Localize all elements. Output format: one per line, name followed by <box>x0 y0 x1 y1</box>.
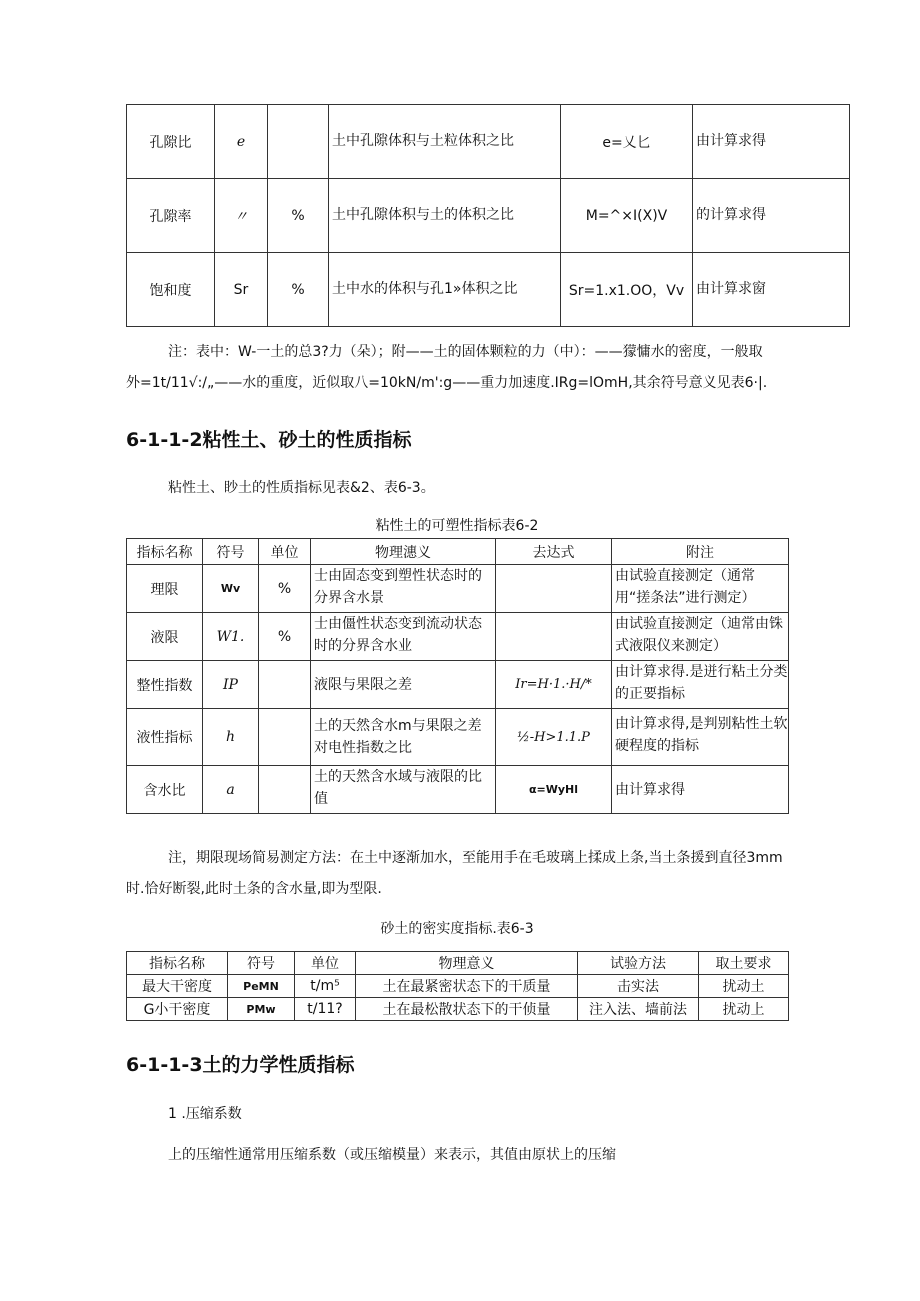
cell-name: 饱和度 <box>127 253 215 327</box>
table-row <box>127 975 789 998</box>
cell-name: 孔隙比 <box>127 105 215 179</box>
cell-name: 含水比 <box>127 766 203 814</box>
table-header-row <box>127 952 789 975</box>
section-heading: 6-1-1-2粘性土、砂土的性质指标 <box>126 429 412 451</box>
table-note-line-1: 注，期限现场简易测定方法：在土中逐渐加水，至能用手在毛玻璃上揉成上条,当土条援到直径3mm <box>168 850 783 866</box>
cell-meaning: 土中孔隙体积与土的体积之比 <box>329 179 561 253</box>
cell-name: 最大干密度 <box>127 975 228 998</box>
cell-unit: t/m⁵ <box>295 975 356 998</box>
cell-formula: e=乂匕 <box>561 105 693 179</box>
table-row <box>127 565 789 613</box>
cell-meaning: 土的天然含水m与果限之差对电性指数之比 <box>311 709 496 766</box>
sand-density-table <box>126 951 789 1021</box>
section-intro: 粘性土、眇土的性质指标见表&2、表6-3。 <box>168 480 435 496</box>
table-row <box>127 613 789 661</box>
cell-unit: % <box>268 253 329 327</box>
cell-meaning: 土在最松散状态下的干侦量 <box>356 998 578 1021</box>
cell-formula: ½-H>1.1.P <box>496 709 612 766</box>
cell-unit: % <box>268 179 329 253</box>
cell-symbol: 〃 <box>215 179 268 253</box>
column-header: 符号 <box>228 952 295 975</box>
cell-method: 击实法 <box>578 975 699 998</box>
column-header: 物理潓义 <box>311 539 496 565</box>
cell-name: 整性指数 <box>127 661 203 709</box>
table-header-row <box>127 539 789 565</box>
cell-meaning: 士由僵性状态变到流动状态时的分界含水业 <box>311 613 496 661</box>
cell-formula: M=^×I(X)V <box>561 179 693 253</box>
paragraph: 上的压缩性通常用压缩系数（或压缩模量）来表示，其值由原状上的压缩 <box>168 1147 616 1163</box>
table-row <box>127 105 850 179</box>
table-note-line-2: 外=1t/11√:/„——水的重度，近似取八=10kN/m':g——重力加速度.IRg=lOmH,其余符号意义见表6·|. <box>126 375 768 391</box>
table-caption: 粘性土的可塑性指标表6-2 <box>375 518 539 534</box>
cell-note: 由计算求得 <box>693 105 850 179</box>
table-caption: 砂土的密实度指标.表6-3 <box>380 921 534 937</box>
cell-meaning: 土中孔隙体积与土粒体积之比 <box>329 105 561 179</box>
cell-requirement: 扰动上 <box>699 998 789 1021</box>
table-note-line-2: 时.恰好断裂,此时土条的含水量,即为型限. <box>126 881 382 897</box>
cell-note: 由计算求得.是迸行粘土分类的正要指标 <box>612 661 789 709</box>
cell-unit <box>268 105 329 179</box>
section-heading: 6-1-1-3土的力学性质指标 <box>126 1054 355 1076</box>
cell-note: 由计算求窗 <box>693 253 850 327</box>
cell-note: 由试验直接测定（通常用“搓条法”进行测定） <box>612 565 789 613</box>
table-row <box>127 998 789 1021</box>
cell-name: 理限 <box>127 565 203 613</box>
column-header: 指标名称 <box>127 539 203 565</box>
cell-formula <box>496 613 612 661</box>
cell-formula: Ir=H·1.·H/* <box>496 661 612 709</box>
table-row <box>127 709 789 766</box>
cell-unit: % <box>259 613 311 661</box>
column-header: 单位 <box>259 539 311 565</box>
cell-note: 由计算求得,是判别粘性土软硬程度的指标 <box>612 709 789 766</box>
table-row <box>127 661 789 709</box>
cell-note: 由计算求得 <box>612 766 789 814</box>
column-header: 附注 <box>612 539 789 565</box>
cell-formula <box>496 565 612 613</box>
cell-meaning: 土的天然含水域与液限的比值 <box>311 766 496 814</box>
cell-note: 由试验直接测定（迪常由铢式液限仪来测定） <box>612 613 789 661</box>
cell-symbol: Wv <box>203 565 259 613</box>
cell-unit <box>259 766 311 814</box>
cell-formula: Sr=1.x1.OO，Vv <box>561 253 693 327</box>
cell-formula: α=WyHl <box>496 766 612 814</box>
cell-note: 的计算求得 <box>693 179 850 253</box>
cell-requirement: 扰动土 <box>699 975 789 998</box>
list-item: 1 .压缩系数 <box>168 1106 242 1122</box>
cell-meaning: 液限与果限之差 <box>311 661 496 709</box>
cell-symbol: e <box>215 105 268 179</box>
table-row <box>127 253 850 327</box>
cell-symbol: h <box>203 709 259 766</box>
column-header: 取土要求 <box>699 952 789 975</box>
cell-symbol: a <box>203 766 259 814</box>
soil-index-table <box>126 104 850 327</box>
cell-unit <box>259 661 311 709</box>
column-header: 指标名称 <box>127 952 228 975</box>
cell-name: 液性指标 <box>127 709 203 766</box>
cell-name: 孔隙率 <box>127 179 215 253</box>
column-header: 物理意义 <box>356 952 578 975</box>
cell-unit: % <box>259 565 311 613</box>
cell-name: 液限 <box>127 613 203 661</box>
column-header: 试验方法 <box>578 952 699 975</box>
cell-unit <box>259 709 311 766</box>
cell-method: 注入法、墙前法 <box>578 998 699 1021</box>
column-header: 符号 <box>203 539 259 565</box>
cell-symbol: Sr <box>215 253 268 327</box>
cell-unit: t/11? <box>295 998 356 1021</box>
cell-symbol: W1. <box>203 613 259 661</box>
cell-meaning: 土中水的体积与孔1»体积之比 <box>329 253 561 327</box>
table-row <box>127 766 789 814</box>
cell-name: G小干密度 <box>127 998 228 1021</box>
cell-meaning: 土在最紧密状态下的干质量 <box>356 975 578 998</box>
cell-symbol: PMw <box>228 998 295 1021</box>
column-header: 去达式 <box>496 539 612 565</box>
table-row <box>127 179 850 253</box>
column-header: 单位 <box>295 952 356 975</box>
plasticity-index-table <box>126 538 789 814</box>
cell-symbol: IP <box>203 661 259 709</box>
cell-meaning: 士由固态变到塑性状态时的分界含水景 <box>311 565 496 613</box>
table-note-line-1: 注：表中：W-一土的总3?力（朵）；附——土的固体颗粒的力（中）：——獴慵水的密度，一般取 <box>168 344 763 360</box>
cell-symbol: PeMN <box>228 975 295 998</box>
